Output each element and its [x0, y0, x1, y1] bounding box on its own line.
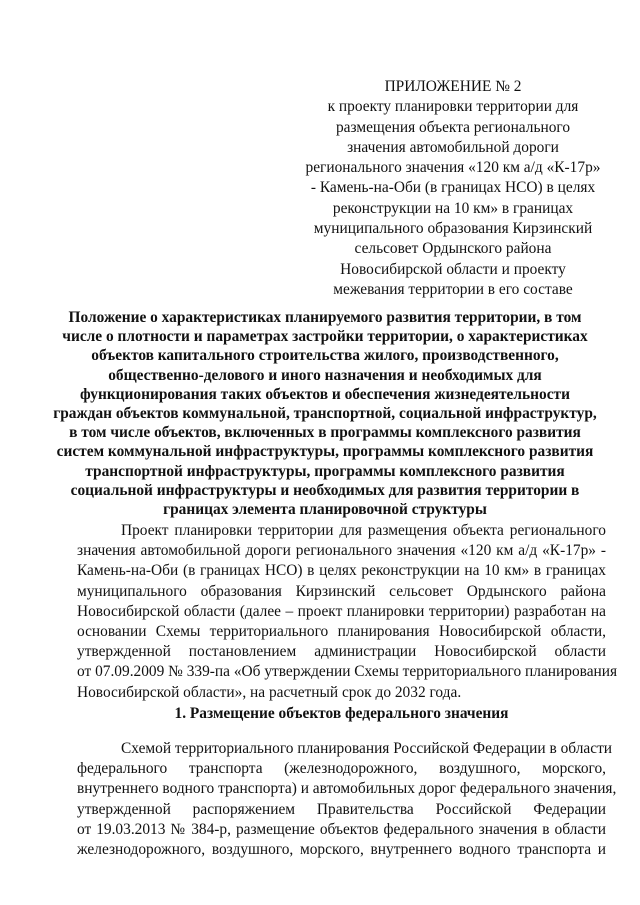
- appendix-header-line: сельсовет Ордынского района: [354, 240, 552, 258]
- paragraph-line: внутреннего водного транспорта) и автомобильных дорог федерального значения,: [77, 780, 617, 798]
- document-title-line: социальной инфраструктуры и необходимых для развития территории в: [70, 481, 580, 499]
- paragraph-line: железнодорожного, воздушного, морского, внутреннего водного транспорта и: [77, 841, 606, 859]
- appendix-header-line: размещения объекта регионального: [335, 118, 571, 136]
- document-title-line: числе о плотности и параметрах застройки территории, о характеристиках: [62, 328, 588, 346]
- document-title-line: функционирования таких объектов и обеспечения жизнедеятельности: [79, 385, 570, 403]
- document-title: [40, 308, 610, 519]
- document-title-line: объектов капитального строительства жилого, производственного,: [91, 347, 559, 365]
- paragraph-line: Схемой территориального планирования Российской Федерации в области: [121, 740, 613, 757]
- paragraph-line: от 07.09.2009 № 339-па «Об утверждении Схемы территориального планирования: [77, 663, 618, 681]
- paragraph-line: от 19.03.2013 № 384-р, размещение объектов федерального значения в области: [77, 820, 606, 838]
- document-title-line: систем коммунальной инфраструктуры, программы комплексного развития: [56, 443, 594, 461]
- paragraph-line: утвержденной постановлением администрации Новосибирской области: [77, 643, 606, 661]
- document-title-line: транспортной инфраструктуры, программы комплексного развития: [85, 462, 565, 480]
- appendix-header-line: к проекту планировки территории для: [327, 98, 579, 116]
- paragraph-line: значения автомобильной дороги регионального значения «120 км а/д «К-17р» -: [77, 542, 606, 560]
- appendix-header-line: регионального значения «120 км а/д «К-17р»: [305, 159, 601, 177]
- section-1-paragraph: [77, 739, 617, 860]
- appendix-header: [300, 77, 606, 300]
- document-title-line: граждан объектов коммунальной, транспортной, социальной инфраструктур,: [53, 405, 597, 423]
- paragraph-line: муниципального образования Кирзинский сельсовет Ордынского района: [77, 582, 606, 600]
- paragraph-line: Камень-на-Оби (в границах НСО) в целях реконструкции на 10 км» в границах: [77, 562, 606, 580]
- document-title-line: в том числе объектов, включенных в программы комплексного развития: [69, 424, 581, 442]
- appendix-header-line: муниципального образования Кирзинский: [313, 220, 593, 238]
- document-title-line: общественно-делового и иного назначения и необходимых для: [108, 366, 542, 384]
- paragraph-line: Новосибирской области (далее – проект планировки территории) разработан на: [77, 602, 606, 620]
- appendix-header-line: - Камень-на-Оби (в границах НСО) в целях: [310, 179, 596, 197]
- appendix-header-line: межевания территории в его составе: [333, 280, 573, 298]
- document-title-line: Положение о характеристиках планируемого развития территории, в том: [68, 309, 582, 326]
- appendix-header-line: значения автомобильной дороги: [347, 138, 559, 156]
- document-title-line: границах элемента планировочной структуры: [163, 501, 487, 519]
- paragraph-line: федерального транспорта (железнодорожного, воздушного, морского,: [77, 760, 606, 778]
- appendix-header-line: ПРИЛОЖЕНИЕ № 2: [384, 78, 522, 95]
- paragraph-line: основании Схемы территориального планирования Новосибирской области,: [77, 623, 606, 641]
- paragraph-line: утвержденной распоряжением Правительства Российской Федерации: [77, 800, 606, 818]
- paragraph-line: Новосибирской области», на расчетный срок до 2032 года.: [77, 683, 462, 701]
- intro-paragraph: [77, 521, 618, 703]
- paragraph-line: Проект планировки территории для размещения объекта регионального: [121, 522, 606, 539]
- appendix-header-line: Новосибирской области и проекту: [340, 260, 566, 278]
- section-1-heading: 1. Размещение объектов федерального значения: [174, 705, 509, 722]
- appendix-header-line: реконструкции на 10 км» в границах: [332, 199, 574, 217]
